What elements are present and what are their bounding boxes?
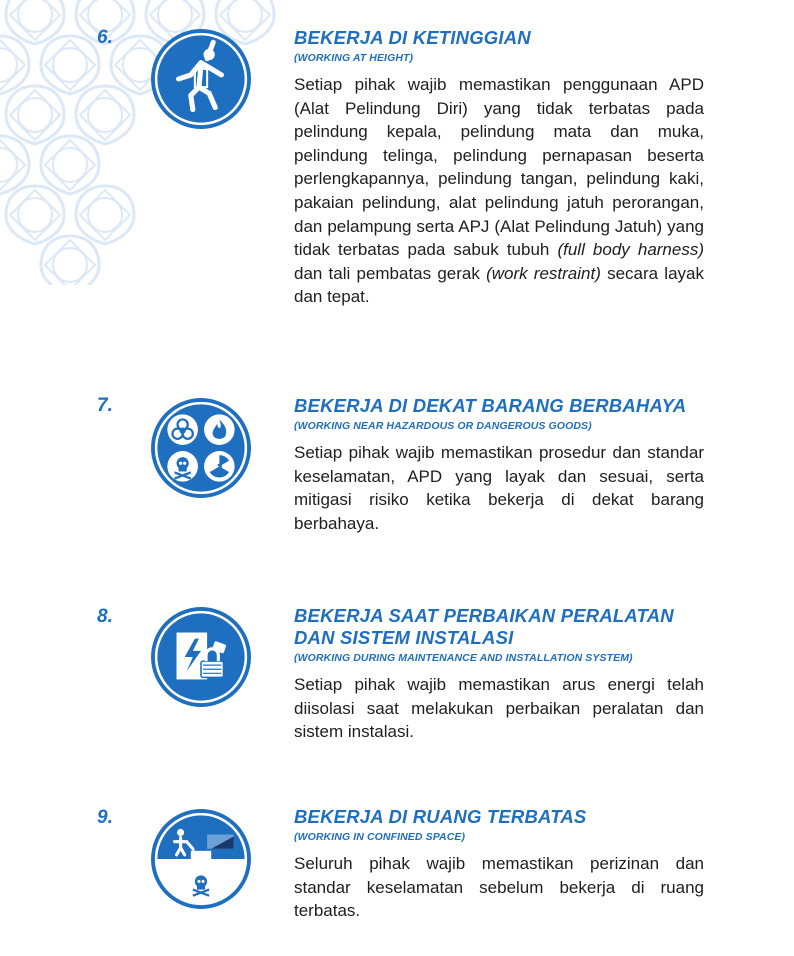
section-title: BEKERJA DI RUANG TERBATAS <box>294 806 587 827</box>
lockout-tagout-icon <box>150 606 252 708</box>
section-title: BEKERJA DI KETINGGIAN <box>294 27 531 48</box>
section-number: 9. <box>97 807 113 828</box>
section-subtitle: (WORKING DURING MAINTENANCE AND INSTALLATION SYSTEM) <box>294 652 633 664</box>
hazardous-goods-icon <box>150 397 252 499</box>
confined-space-icon <box>150 808 252 910</box>
section-number: 6. <box>97 27 113 48</box>
section-body: Seluruh pihak wajib memastikan perizinan dan standar keselamatan sebelum bekerja di ruang terbatas. <box>294 854 704 921</box>
section-body: Setiap pihak wajib memastikan arus energi telah diisolasi saat melakukan perbaikan peralatan dan sistem instalasi. <box>294 675 704 742</box>
section-content <box>294 605 704 744</box>
fall-harness-icon <box>150 28 252 130</box>
section-subtitle: (WORKING AT HEIGHT) <box>294 52 414 64</box>
section-title: BEKERJA DI DEKAT BARANG BERBAHAYA <box>294 395 687 416</box>
section-content <box>294 27 704 309</box>
section-number: 8. <box>97 606 113 627</box>
section-title: BEKERJA SAAT PERBAIKAN PERALATAN DAN SISTEM INSTALASI <box>294 605 674 648</box>
section-subtitle: (WORKING NEAR HAZARDOUS OR DANGEROUS GOODS) <box>294 420 592 432</box>
section-number: 7. <box>97 395 113 416</box>
section-body: Setiap pihak wajib memastikan prosedur dan standar keselamatan, APD yang layak dan sesuai, serta mitigasi risiko ketika bekerja di dekat barang berbahaya. <box>294 443 704 533</box>
section-subtitle: (WORKING IN CONFINED SPACE) <box>294 831 466 843</box>
section-content <box>294 806 704 923</box>
section-body: Setiap pihak wajib memastikan penggunaan APD (Alat Pelindung Diri) yang tidak terbatas pada pelindung kepala, pelindung mata dan muka, pelindung telinga, pelindung pernapasan beserta perlengkapannya, pelindung tangan, pelindung kaki, pakaian pelindung, alat pelindung jatuh perorangan, dan pelampung serta APJ (Alat Pelindung Jatuh) yang tidak terbatas pada sabuk tubuh (full body harness) dan tali pembatas gerak (work restraint) secara layak dan tepat. <box>294 75 705 307</box>
section-content <box>294 395 704 535</box>
